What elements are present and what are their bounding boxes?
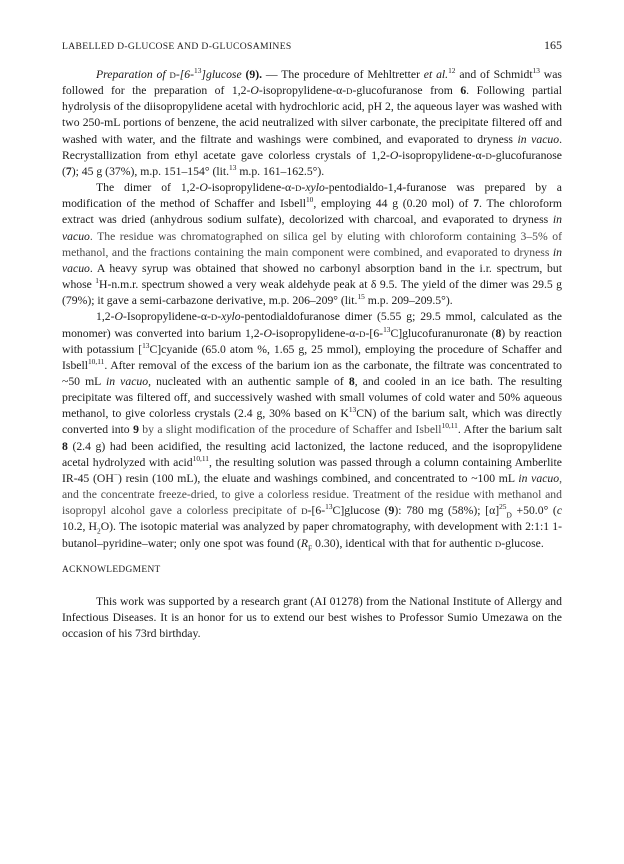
text: -pentodialdofuranose dimer (5.55 g; 29.5 mmol, calculated as the monomer) was converted into barium 1,2- (62, 310, 562, 340)
compound-number: 8 (495, 326, 502, 340)
small-caps-d: D (301, 506, 308, 517)
text: ) resin (100 mL), the eluate and washings combined, and concentrated to ~100 mL (117, 471, 519, 485)
text: , the resulting solution was passed through a column containing Amberlite IR-45 (OH (62, 455, 562, 485)
small-caps-d: D (359, 328, 366, 339)
reference-mark: 10,11 (87, 356, 105, 366)
heading-text: ]glucose (201, 68, 242, 81)
text: C]glucose ( (332, 504, 389, 518)
italic-o: O (250, 84, 259, 98)
text: ) by reaction with potassium [ (62, 326, 563, 356)
text: , and cooled in an ice bath. The resulting precipitate was filtered off, and successively washed with small volumes of cold water and 50% aqueous methanol, to give colorless crystals (2.4 g, 30% based on K (62, 374, 563, 421)
text: . Recrystallization from ethyl acetate gave colorless crystals of 1,2- (62, 132, 563, 162)
compound-number: 7 (473, 197, 480, 211)
text: . After removal of the excess of the barium ion as the carbonate, the filtrate was concentrated to ~50 mL (62, 358, 562, 388)
reference-mark: 15 (357, 292, 365, 302)
text: (2.4 g) had been acidified, the resulting acid lactonized, the lactone reduced, and the isopropylidene acetal hydrolyzed with acid (62, 439, 562, 469)
italic-c: c (556, 504, 563, 518)
acknowledgment-text: This work was supported by a research grant (AI 01278) from the National Institute of Allergy and Infectious Diseases. It is an honor for us to extend our best wishes to Professor Sumio Umezawa on the occasion of his 73rd birthday. (62, 594, 562, 641)
paragraph-dimer-preparation (62, 180, 562, 309)
charge-superscript: − (113, 470, 118, 480)
text: 1,2- (96, 310, 115, 324)
text: C]cyanide (65.0 atom %, 1.65 g, 25 mmol), employing the procedure of Schaffer and Isbell (62, 342, 562, 372)
acknowledgment-heading: ACKNOWLEDGMENT (62, 564, 161, 575)
small-caps-d: D (169, 70, 176, 80)
text: - (217, 310, 222, 324)
italic-xylo: xylo (305, 181, 325, 195)
text: +50.0° ( (511, 504, 557, 518)
text: The dimer of 1,2- (96, 181, 200, 195)
italic-r: R (300, 536, 309, 550)
text: -isopropylidene-α- (398, 148, 486, 162)
text: H-n.m.r. spectrum showed a very weak aldehyde peak at δ 9.5. The yield of the dimer was 29.5 g (79%); it gave a semi-carbazone derivative, m.p. 206–209° (lit. (62, 278, 562, 308)
text: -[6- (365, 326, 384, 340)
in-vacuo: in vacuo (62, 213, 562, 243)
reference-mark: 13 (532, 66, 540, 76)
running-head-title: LABELLED D-GLUCOSE AND D-GLUCOSAMINES (62, 41, 292, 52)
isotope-superscript: 1 (95, 276, 99, 286)
article-body (62, 67, 562, 642)
text: ); 45 g (37%), m.p. 151–154° (lit. (71, 164, 229, 178)
reference-mark: 10,11 (192, 453, 209, 463)
compound-number: 7 (65, 164, 72, 178)
small-caps-d: D (485, 150, 492, 161)
isotope-superscript: 13 (194, 66, 202, 76)
compound-number: 8 (348, 374, 355, 388)
text: -[6- (307, 504, 326, 518)
italic-o: O (199, 181, 208, 195)
subscript: F (308, 542, 313, 552)
running-head (62, 38, 562, 53)
text: O). The isotopic material was analyzed by paper chromatography, with development with 2:1:1 1-butanol–pyridine–water; only one spot was found ( (62, 520, 562, 550)
temperature-superscript: 25 (499, 502, 507, 512)
in-vacuo: in vacuo (518, 471, 560, 485)
small-caps-d: D (346, 86, 353, 97)
text: , and the concentrate freeze-dried, to give a colorless residue. Treatment of the residue with methanol and isopropyl alcohol gave a colorless precipitate of (62, 471, 563, 518)
compound-number: 8 (62, 439, 68, 453)
text: -glucofuranose from (352, 84, 461, 98)
page-number: 165 (544, 38, 562, 52)
text: CN) of the barium salt, which was directly converted into (62, 407, 562, 437)
isotope-superscript: 13 (348, 405, 357, 415)
section-heading-prep-a: Preparation of (96, 68, 170, 81)
text: m.p. 161–162.5°). (236, 164, 325, 178)
in-vacuo: in vacuo (62, 245, 562, 275)
text: -glucofuranose ( (62, 148, 562, 178)
text: . After the barium salt (457, 423, 563, 437)
text: . The chloroform extract was dried (anhydrous sodium sulfate), decolorized with charcoal, and evaporated to dryness (62, 197, 562, 227)
text: -Isopropylidene-α- (122, 310, 211, 324)
compound-number: 6 (460, 84, 467, 98)
text: ): 780 mg (58%); [α] (394, 504, 500, 518)
in-vacuo: in vacuo (517, 132, 560, 146)
text: . Following partial hydrolysis of the diisopropylidene acetal with hydrochloric acid, pH 2, the aqueous layer was washed with two 250-mL portions of benzene, the acid neutralized with silver carbonate, the precipitate filtered off and washed with water, and the filtrate and washings were combined, and evaporated to dryness (62, 84, 562, 146)
text: -pentodialdo-1,4-furanose was prepared by a modification of the method of Schaffer and Isbell (62, 181, 562, 211)
text: -glucose. (501, 536, 544, 550)
italic-o: O (263, 326, 272, 340)
compound-number: (9). (245, 68, 263, 81)
italic-o: O (389, 148, 399, 162)
paragraph-barium-salt (62, 309, 562, 551)
text: C]glucofuranuronate ( (390, 326, 496, 340)
et-al: et al. (423, 68, 449, 81)
journal-page (62, 38, 562, 642)
isotope-superscript: 13 (383, 324, 391, 334)
text: — The procedure of Mehltretter (262, 68, 424, 81)
text: . A heavy syrup was obtained that showed no carbonyl absorption band in the i.r. spectrum, but whose (62, 261, 562, 292)
text: was followed for the preparation of 1,2- (62, 68, 562, 98)
isotope-superscript: 13 (142, 340, 150, 350)
text: , nucleated with an authentic sample of (148, 374, 349, 388)
text: - (301, 181, 306, 195)
italic-o: O (114, 310, 123, 324)
text: -isopropylidene-α- (258, 84, 347, 98)
text: and of Schmidt (455, 68, 533, 81)
text: . The residue was chromatographed on silica gel by eluting with chloroform containing 3–5% of methanol, and the fractions containing the main component were combined, and evaporated to dryness (62, 229, 562, 259)
text: 10.2, H (62, 520, 97, 534)
small-caps-d: D (210, 312, 218, 323)
text: by a slight modification of the procedure of Schaffer and Isbell (138, 423, 442, 437)
compound-number: 9 (388, 504, 395, 518)
compound-number: 9 (133, 423, 139, 437)
in-vacuo: in vacuo (105, 374, 149, 388)
reference-mark: 12 (448, 66, 456, 76)
reference-mark: 13 (229, 163, 237, 173)
text: m.p. 209–209.5°). (364, 294, 453, 308)
heading-text: -[6- (175, 68, 195, 81)
italic-xylo: xylo (221, 310, 241, 324)
text: -isopropylidene-α- (271, 326, 360, 340)
small-caps-d: D (295, 183, 302, 194)
subscript: 2 (96, 526, 101, 536)
text: -isopropylidene-α- (207, 181, 296, 195)
sodium-d-subscript: D (506, 510, 512, 520)
text: 0.30), identical with that for authentic (312, 536, 495, 550)
paragraph-preparation-glucose (62, 67, 562, 180)
reference-mark: 10,11 (441, 421, 458, 431)
small-caps-d: D (494, 538, 502, 549)
isotope-superscript: 13 (325, 502, 333, 512)
reference-mark: 10 (305, 195, 314, 205)
text: , employing 44 g (0.20 mol) of (313, 197, 474, 211)
